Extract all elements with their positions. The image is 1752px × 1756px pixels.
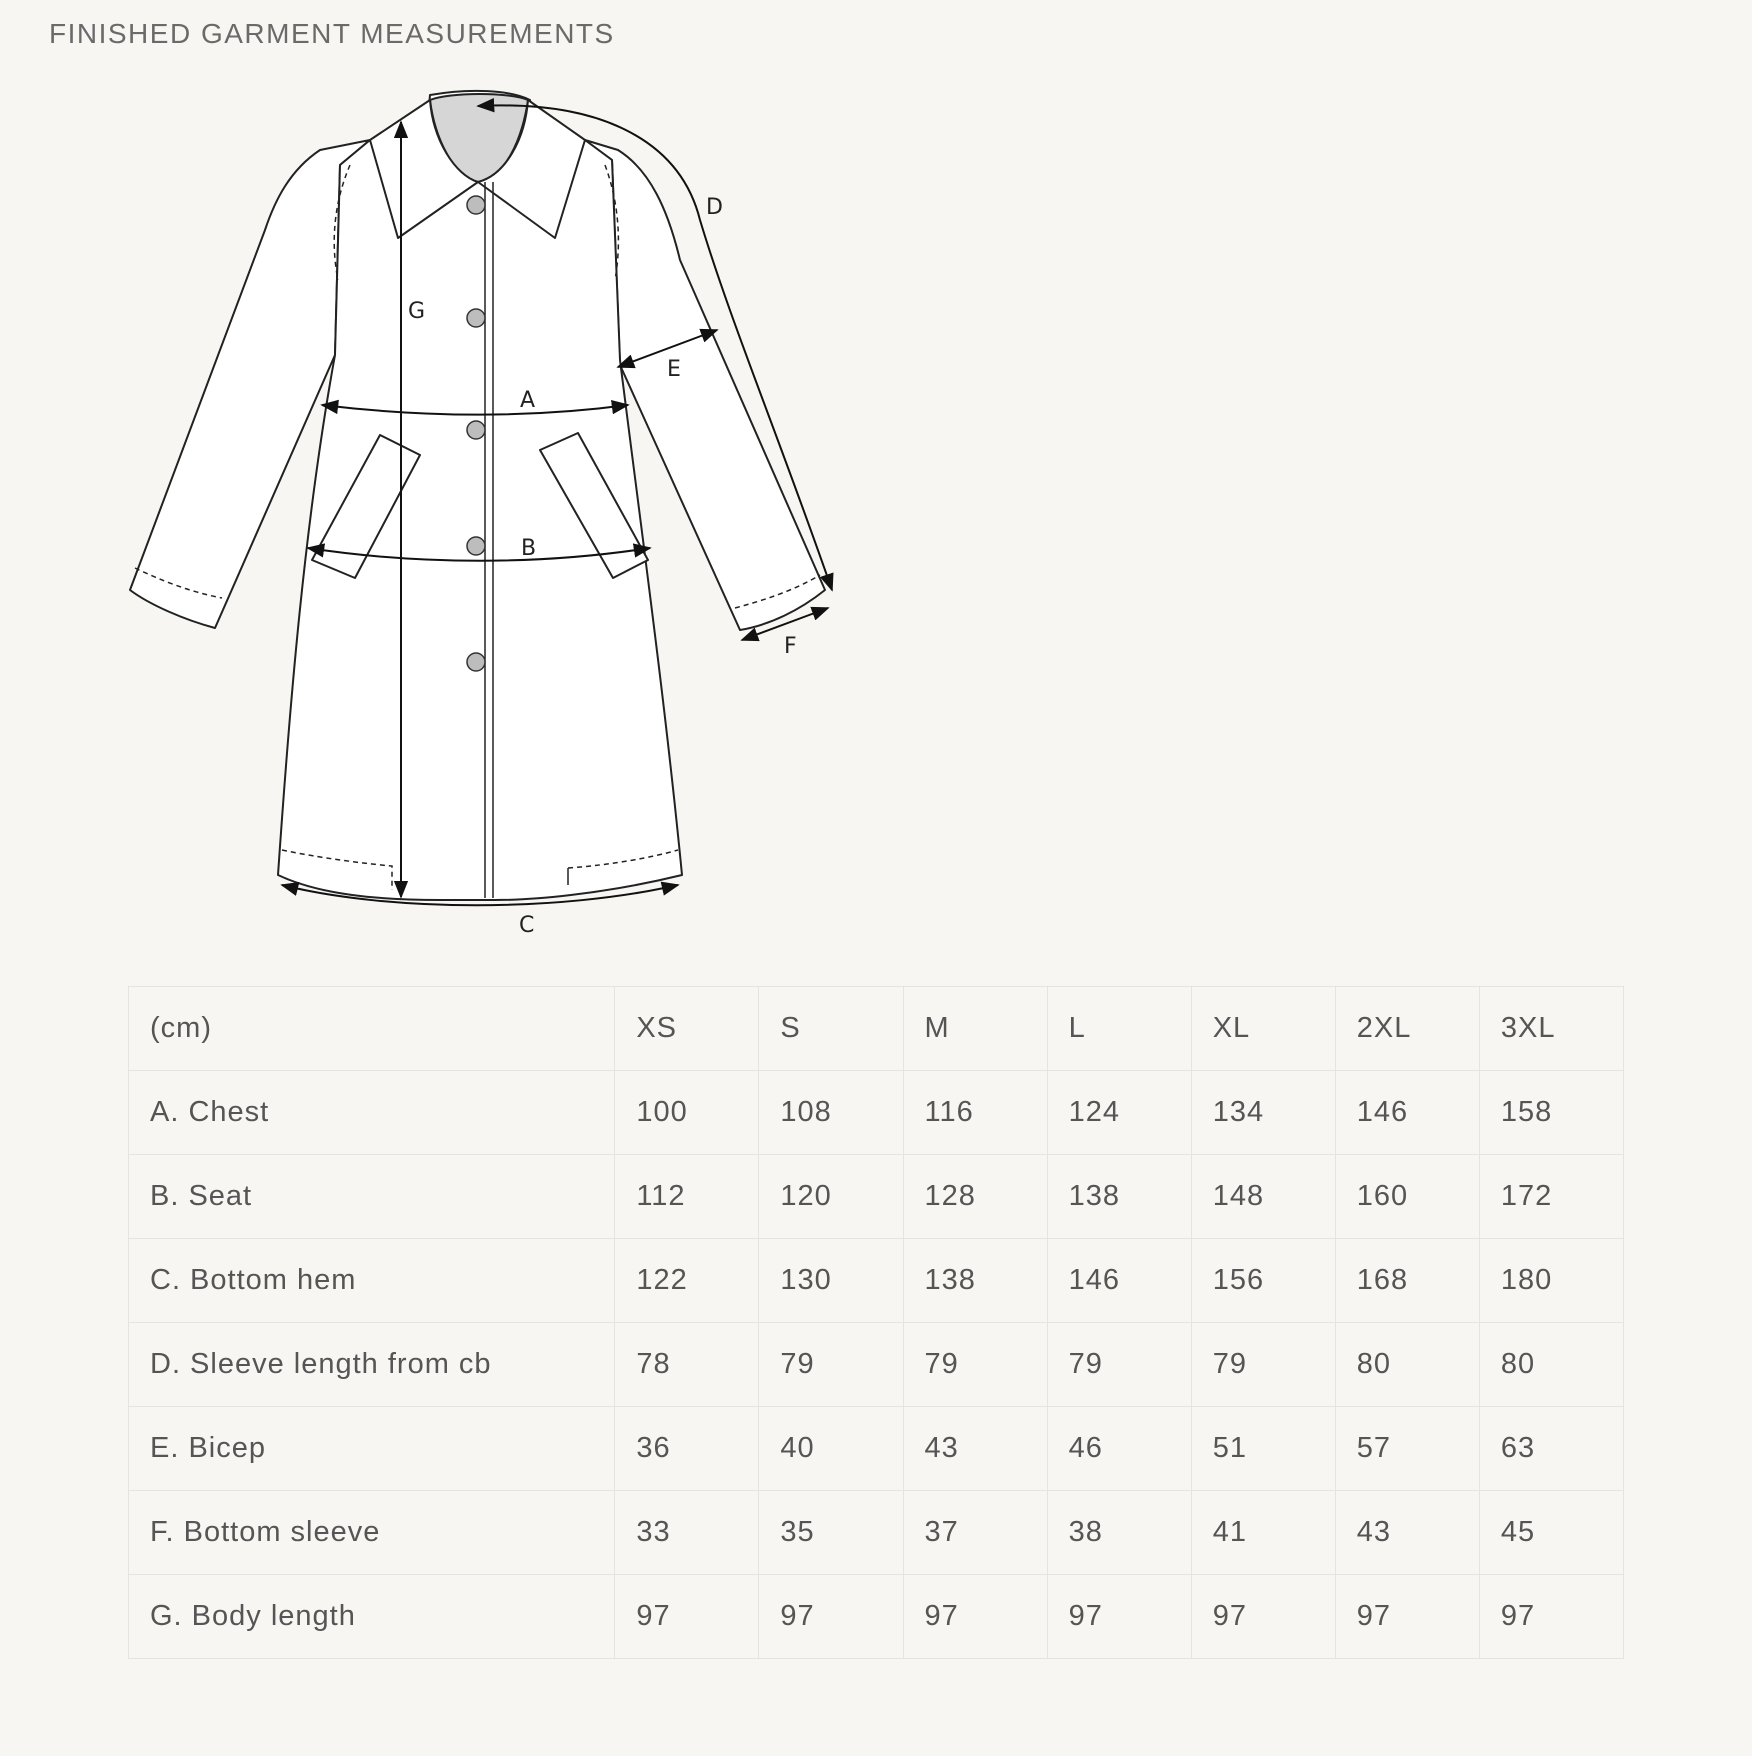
table-row bbox=[129, 1323, 1624, 1407]
measurement-cell: 80 bbox=[1335, 1323, 1479, 1407]
label-d: D bbox=[706, 195, 723, 220]
measurement-cell: 97 bbox=[1191, 1575, 1335, 1659]
measurement-cell: 180 bbox=[1479, 1239, 1623, 1323]
measurement-cell: 79 bbox=[759, 1323, 903, 1407]
size-header: XL bbox=[1191, 987, 1335, 1071]
unit-header: (cm) bbox=[129, 987, 615, 1071]
measurement-cell: 46 bbox=[1047, 1407, 1191, 1491]
measurement-cell: 43 bbox=[903, 1407, 1047, 1491]
measurement-cell: 63 bbox=[1479, 1407, 1623, 1491]
measurement-cell: 138 bbox=[903, 1239, 1047, 1323]
measurement-cell: 97 bbox=[1479, 1575, 1623, 1659]
measurement-cell: 33 bbox=[615, 1491, 759, 1575]
measurement-cell: 158 bbox=[1479, 1071, 1623, 1155]
measurement-cell: 130 bbox=[759, 1239, 903, 1323]
label-a: A bbox=[520, 388, 536, 413]
label-f: F bbox=[784, 634, 797, 659]
measurement-cell: 79 bbox=[1047, 1323, 1191, 1407]
measurement-cell: 41 bbox=[1191, 1491, 1335, 1575]
measurement-cell: 40 bbox=[759, 1407, 903, 1491]
label-b: B bbox=[521, 536, 537, 561]
row-label: F. Bottom sleeve bbox=[129, 1491, 615, 1575]
measurement-cell: 148 bbox=[1191, 1155, 1335, 1239]
measurement-cell: 160 bbox=[1335, 1155, 1479, 1239]
measurement-cell: 35 bbox=[759, 1491, 903, 1575]
row-label: C. Bottom hem bbox=[129, 1239, 615, 1323]
size-header: XS bbox=[615, 987, 759, 1071]
measurement-cell: 156 bbox=[1191, 1239, 1335, 1323]
row-label: D. Sleeve length from cb bbox=[129, 1323, 615, 1407]
measurement-cell: 108 bbox=[759, 1071, 903, 1155]
measurement-cell: 78 bbox=[615, 1323, 759, 1407]
table-row bbox=[129, 1239, 1624, 1323]
size-header: 3XL bbox=[1479, 987, 1623, 1071]
measurement-cell: 168 bbox=[1335, 1239, 1479, 1323]
size-header: M bbox=[903, 987, 1047, 1071]
measurement-cell: 120 bbox=[759, 1155, 903, 1239]
row-label: G. Body length bbox=[129, 1575, 615, 1659]
measurement-cell: 138 bbox=[1047, 1155, 1191, 1239]
measurement-cell: 36 bbox=[615, 1407, 759, 1491]
measurement-cell: 122 bbox=[615, 1239, 759, 1323]
measurement-cell: 57 bbox=[1335, 1407, 1479, 1491]
measurement-cell: 79 bbox=[1191, 1323, 1335, 1407]
measurement-cell: 97 bbox=[759, 1575, 903, 1659]
row-label: A. Chest bbox=[129, 1071, 615, 1155]
measurement-cell: 100 bbox=[615, 1071, 759, 1155]
label-g: G bbox=[408, 299, 426, 324]
label-e: E bbox=[667, 357, 681, 382]
table-row bbox=[129, 1491, 1624, 1575]
measurement-cell: 146 bbox=[1335, 1071, 1479, 1155]
row-label: E. Bicep bbox=[129, 1407, 615, 1491]
measurement-cell: 116 bbox=[903, 1071, 1047, 1155]
measurement-cell: 97 bbox=[1047, 1575, 1191, 1659]
size-header: S bbox=[759, 987, 903, 1071]
measurement-cell: 112 bbox=[615, 1155, 759, 1239]
measurements-table bbox=[128, 986, 1624, 1659]
measurement-cell: 124 bbox=[1047, 1071, 1191, 1155]
measurement-cell: 128 bbox=[903, 1155, 1047, 1239]
measurement-cell: 134 bbox=[1191, 1071, 1335, 1155]
table-row bbox=[129, 1575, 1624, 1659]
measurement-cell: 45 bbox=[1479, 1491, 1623, 1575]
measurement-cell: 51 bbox=[1191, 1407, 1335, 1491]
measurement-cell: 97 bbox=[1335, 1575, 1479, 1659]
measurement-cell: 37 bbox=[903, 1491, 1047, 1575]
measurement-cell: 79 bbox=[903, 1323, 1047, 1407]
measurement-cell: 172 bbox=[1479, 1155, 1623, 1239]
measurement-cell: 97 bbox=[615, 1575, 759, 1659]
table-header-row bbox=[129, 987, 1624, 1071]
coat-diagram bbox=[0, 0, 900, 960]
measurement-cell: 146 bbox=[1047, 1239, 1191, 1323]
measurement-cell: 43 bbox=[1335, 1491, 1479, 1575]
table-row bbox=[129, 1155, 1624, 1239]
measurement-cell: 97 bbox=[903, 1575, 1047, 1659]
label-c: C bbox=[519, 913, 535, 938]
measurement-cell: 38 bbox=[1047, 1491, 1191, 1575]
table-row bbox=[129, 1071, 1624, 1155]
size-header: 2XL bbox=[1335, 987, 1479, 1071]
table-row bbox=[129, 1407, 1624, 1491]
page-title: FINISHED GARMENT MEASUREMENTS bbox=[49, 18, 615, 49]
size-header: L bbox=[1047, 987, 1191, 1071]
row-label: B. Seat bbox=[129, 1155, 615, 1239]
measurement-cell: 80 bbox=[1479, 1323, 1623, 1407]
